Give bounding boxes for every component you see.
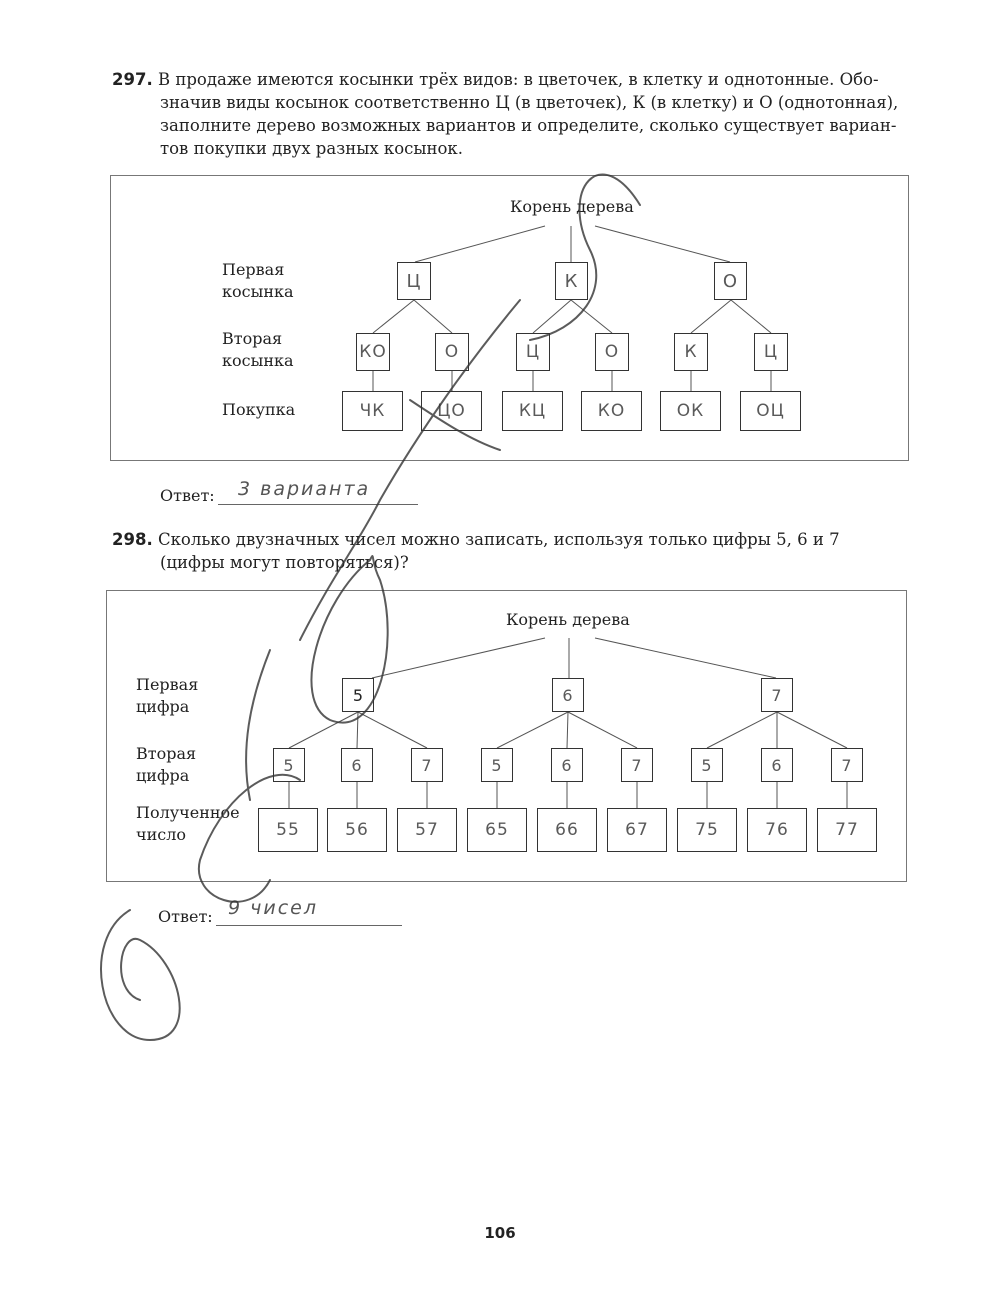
tree-node-level2: К bbox=[674, 333, 708, 371]
page-number: 106 bbox=[484, 1224, 516, 1242]
tree-node-digit2: 5 bbox=[273, 748, 305, 782]
tree-node-digit2: 6 bbox=[341, 748, 373, 782]
task-text-line: В продаже имеются косынки трёх видов: в цветочек, в клетку и однотонные. Обо- bbox=[157, 70, 879, 89]
tree-root-label: Корень дерева bbox=[506, 610, 630, 629]
task-text-line: заполните дерево возможных вариантов и определите, сколько существует вариан- bbox=[160, 116, 897, 135]
tree-node-purchase: ЦО bbox=[421, 391, 482, 431]
tree-node-number: 67 bbox=[607, 808, 667, 852]
row-label-second-digit: Вторая цифра bbox=[136, 744, 197, 785]
row-label-first: Первая косынка bbox=[222, 260, 294, 301]
row-label-second: Вторая косынка bbox=[222, 329, 294, 370]
tree-node-purchase: ЧК bbox=[342, 391, 403, 431]
tree-node-digit2: 7 bbox=[621, 748, 653, 782]
tree-node-digit2: 7 bbox=[411, 748, 443, 782]
tree-node-digit1: 6 bbox=[552, 678, 584, 712]
tree-node-digit2: 6 bbox=[761, 748, 793, 782]
tree-node-purchase: КО bbox=[581, 391, 642, 431]
tree-node-digit2: 5 bbox=[481, 748, 513, 782]
tree-node-number: 66 bbox=[537, 808, 597, 852]
tree-node-digit2: 6 bbox=[551, 748, 583, 782]
tree-node-number: 57 bbox=[397, 808, 457, 852]
answer-value: 9 чисел bbox=[228, 897, 318, 919]
row-label-purchase: Покупка bbox=[222, 400, 296, 419]
task-text-line: тов покупки двух разных косынок. bbox=[160, 139, 463, 158]
tree-node-digit1: 5 bbox=[342, 678, 374, 712]
tree-node-number: 76 bbox=[747, 808, 807, 852]
tree-node-level2: Ц bbox=[754, 333, 788, 371]
answer-label: Ответ: bbox=[160, 486, 215, 505]
tree-node-purchase: ОЦ bbox=[740, 391, 801, 431]
tree-node-purchase: КЦ bbox=[502, 391, 563, 431]
answer-label: Ответ: bbox=[158, 907, 213, 926]
tree-node-level2: О bbox=[595, 333, 629, 371]
tree-node-number: 55 bbox=[258, 808, 318, 852]
tree-node-number: 77 bbox=[817, 808, 877, 852]
tree-node-purchase: ОК bbox=[660, 391, 721, 431]
tree-node-level2: О bbox=[435, 333, 469, 371]
task-text-line: значив виды косынок соответственно Ц (в цветочек), К (в клетку) и О (однотонная), bbox=[160, 93, 899, 112]
tree-node-level2: Ц bbox=[516, 333, 550, 371]
task-number: 298. bbox=[112, 530, 153, 549]
tree-node-digit2: 7 bbox=[831, 748, 863, 782]
tree-node-level1: О bbox=[714, 262, 747, 300]
tree-node-level1: Ц bbox=[397, 262, 431, 300]
tree-node-digit2: 5 bbox=[691, 748, 723, 782]
tree-node-number: 56 bbox=[327, 808, 387, 852]
tree-node-level1: К bbox=[555, 262, 588, 300]
answer-value: 3 варианта bbox=[238, 478, 371, 500]
tree-node-level2: КО bbox=[356, 333, 390, 371]
task-number: 297. bbox=[112, 70, 153, 89]
tree-node-number: 75 bbox=[677, 808, 737, 852]
tree-node-number: 65 bbox=[467, 808, 527, 852]
row-label-result: Полученное число bbox=[136, 803, 240, 844]
task-text-line: (цифры могут повторяться)? bbox=[160, 553, 409, 572]
row-label-first-digit: Первая цифра bbox=[136, 675, 199, 716]
tree-node-digit1: 7 bbox=[761, 678, 793, 712]
task-text-line: Сколько двузначных чисел можно записать, используя только цифры 5, 6 и 7 bbox=[157, 530, 840, 549]
tree-root-label: Корень дерева bbox=[510, 197, 634, 216]
